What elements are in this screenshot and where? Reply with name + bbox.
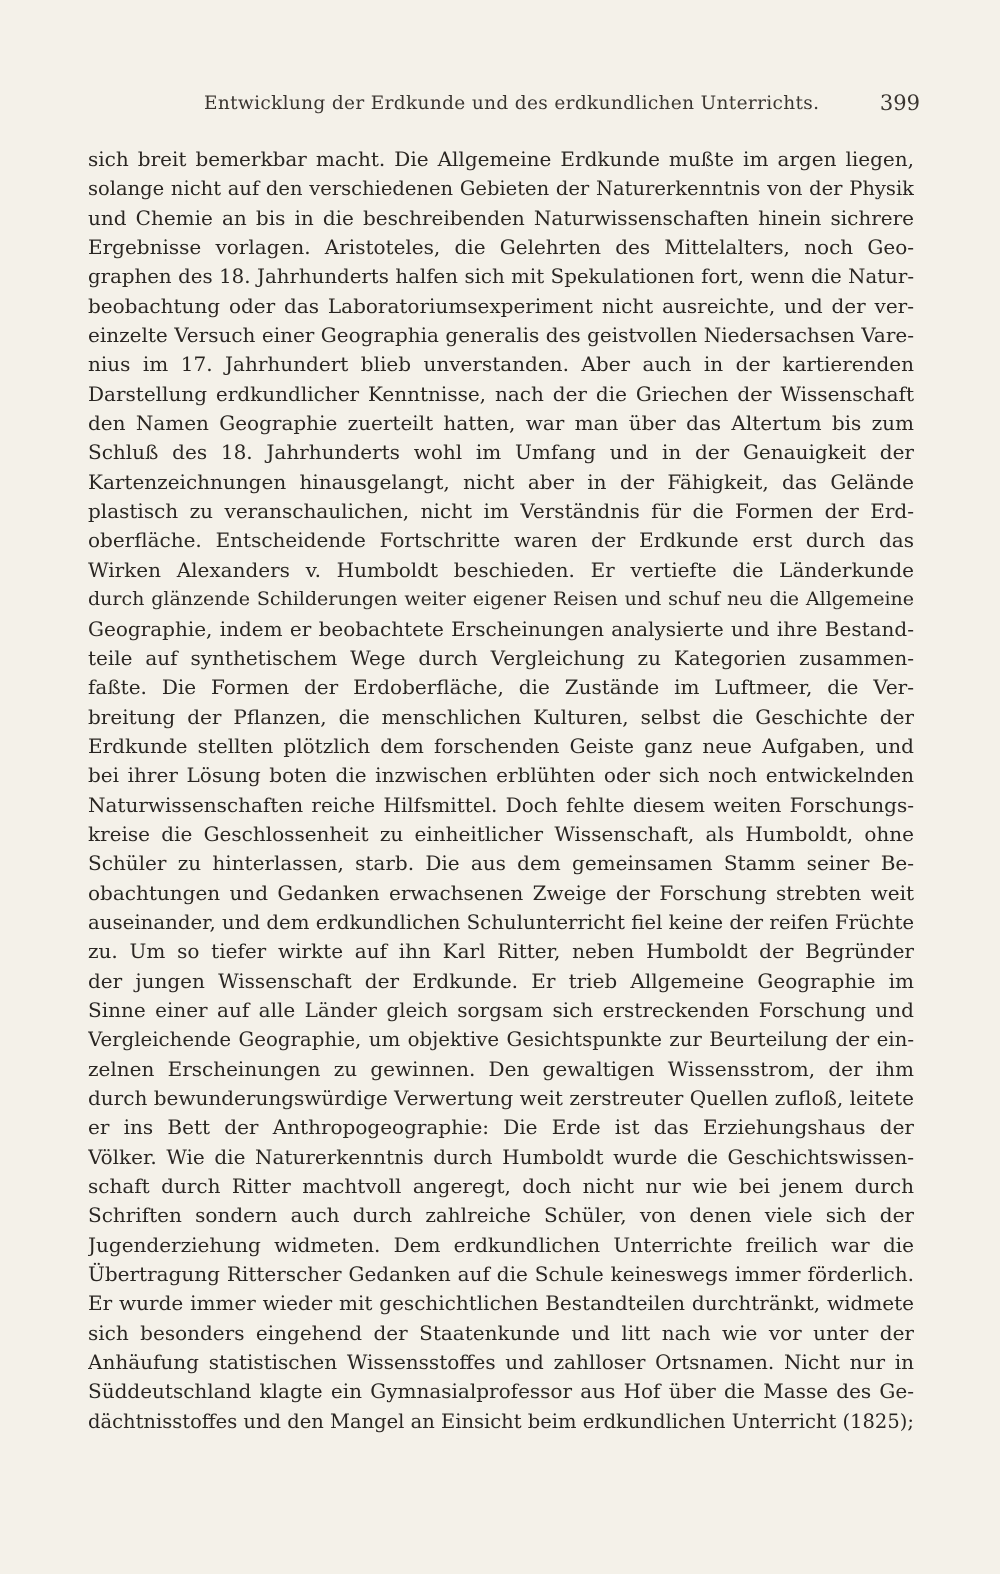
text-line: beobachtung oder das Laboratoriumsexperiment nicht ausreichte, und der ver- [88,293,914,318]
text-line: oberfläche. Entscheidende Fortschritte waren der Erdkunde erst durch das [88,528,914,553]
text-line: teile auf synthetischem Wege durch Vergleichung zu Kategorien zusammen- [88,645,914,670]
text-line: Sinne einer auf alle Länder gleich sorgsam sich erstreckenden Forschung und [88,997,914,1022]
text-line: Schluß des 18. Jahrhunderts wohl im Umfang und in der Genauigkeit der [88,440,914,465]
text-line: den Namen Geographie zuerteilt hatten, war man über das Altertum bis zum [88,411,914,436]
text-line: Geographie, indem er beobachtete Erscheinungen analysierte und ihre Bestand- [88,616,914,641]
text-line: auseinander, und dem erdkundlichen Schulunterricht fiel keine der reifen Früchte [88,910,914,934]
running-title: Entwicklung der Erdkunde und des erdkundlichen Unterrichts. [204,93,820,114]
text-line: einzelte Versuch einer Geographia generalis des geistvollen Niedersachsen Vare- [88,323,914,348]
text-line: Wirken Alexanders v. Humboldt beschieden. Er vertiefte die Länderkunde [88,557,914,582]
text-line: sich besonders eingehend der Staatenkunde und litt nach wie vor unter der [88,1320,914,1345]
text-line: Darstellung erdkundlicher Kenntnisse, nach der die Griechen der Wissenschaft [88,381,914,406]
text-line: nius im 17. Jahrhundert blieb unverstanden. Aber auch in der kartierenden [88,352,914,377]
page-number: 399 [879,91,920,115]
text-line: Süddeutschland klagte ein Gymnasialprofessor aus Hof über die Masse des Ge- [88,1379,914,1404]
text-line: er ins Bett der Anthropogeographie: Die Erde ist das Erziehungshaus der [88,1115,914,1140]
text-line: der jungen Wissenschaft der Erdkunde. Er trieb Allgemeine Geographie im [88,968,914,993]
text-line: zu. Um so tiefer wirkte auf ihn Karl Ritter, neben Humboldt der Begründer [88,939,914,964]
text-line: schaft durch Ritter machtvoll angeregt, doch nicht nur wie bei jenem durch [88,1174,914,1199]
text-line: kreise die Geschlossenheit zu einheitlicher Wissenschaft, als Humboldt, ohne [88,821,914,846]
text-line: obachtungen und Gedanken erwachsenen Zweige der Forschung strebten weit [88,880,914,905]
text-line: Ergebnisse vorlagen. Aristoteles, die Gelehrten des Mittelalters, noch Geo- [88,235,914,260]
text-line: durch glänzende Schilderungen weiter eigener Reisen und schuf neu die Allgemeine [88,588,914,611]
text-line: Völker. Wie die Naturerkenntnis durch Humboldt wurde die Geschichtswissen- [88,1144,914,1169]
text-line: breitung der Pflanzen, die menschlichen Kulturen, selbst die Geschichte der [88,704,914,729]
text-line: faßte. Die Formen der Erdoberfläche, die Zustände im Luftmeer, die Ver- [88,675,914,700]
text-line: sich breit bemerkbar macht. Die Allgemeine Erdkunde mußte im argen liegen, [88,147,914,171]
text-line: Jugenderziehung widmeten. Dem erdkundlichen Unterrichte freilich war die [88,1232,914,1257]
text-line: Übertragung Ritterscher Gedanken auf die Schule keineswegs immer förderlich. [88,1262,914,1287]
text-line: zelnen Erscheinungen zu gewinnen. Den gewaltigen Wissensstrom, der ihm [88,1056,914,1081]
text-line: und Chemie an bis in die beschreibenden Naturwissenschaften hinein sichrere [88,205,914,230]
text-line: Schriften sondern auch durch zahlreiche Schüler, von denen viele sich der [88,1203,914,1228]
text-line: Er wurde immer wieder mit geschichtlichen Bestandteilen durchtränkt, widmete [88,1291,914,1316]
running-head [90,93,920,123]
text-line: durch bewunderungswürdige Verwertung weit zerstreuter Quellen zufloß, leitete [88,1086,914,1110]
text-line: dächtnisstoffes und den Mangel an Einsicht beim erdkundlichen Unterricht (1825); [88,1409,914,1433]
text-line: solange nicht auf den verschiedenen Gebieten der Naturerkenntnis von der Physik [88,177,914,201]
text-line: bei ihrer Lösung boten die inzwischen erblühten oder sich noch entwickelnden [88,763,914,788]
text-line: Schüler zu hinterlassen, starb. Die aus dem gemeinsamen Stamm seiner Be- [88,851,914,876]
text-line: Vergleichende Geographie, um objektive Gesichtspunkte zur Beurteilung der ein- [88,1028,914,1052]
text-line: graphen des 18. Jahrhunderts halfen sich mit Spekulationen fort, wenn die Natur- [88,265,914,289]
text-line: Erdkunde stellten plötzlich dem forschenden Geiste ganz neue Aufgaben, und [88,733,914,758]
text-line: plastisch zu veranschaulichen, nicht im Verständnis für die Formen der Erd- [88,499,914,524]
text-line: Naturwissenschaften reiche Hilfsmittel. Doch fehlte diesem weiten Forschungs- [88,792,914,817]
body-text [88,145,914,1436]
text-line: Anhäufung statistischen Wissensstoffes und zahlloser Ortsnamen. Nicht nur in [88,1350,914,1375]
text-line: Kartenzeichnungen hinausgelangt, nicht aber in der Fähigkeit, das Gelände [88,469,914,494]
